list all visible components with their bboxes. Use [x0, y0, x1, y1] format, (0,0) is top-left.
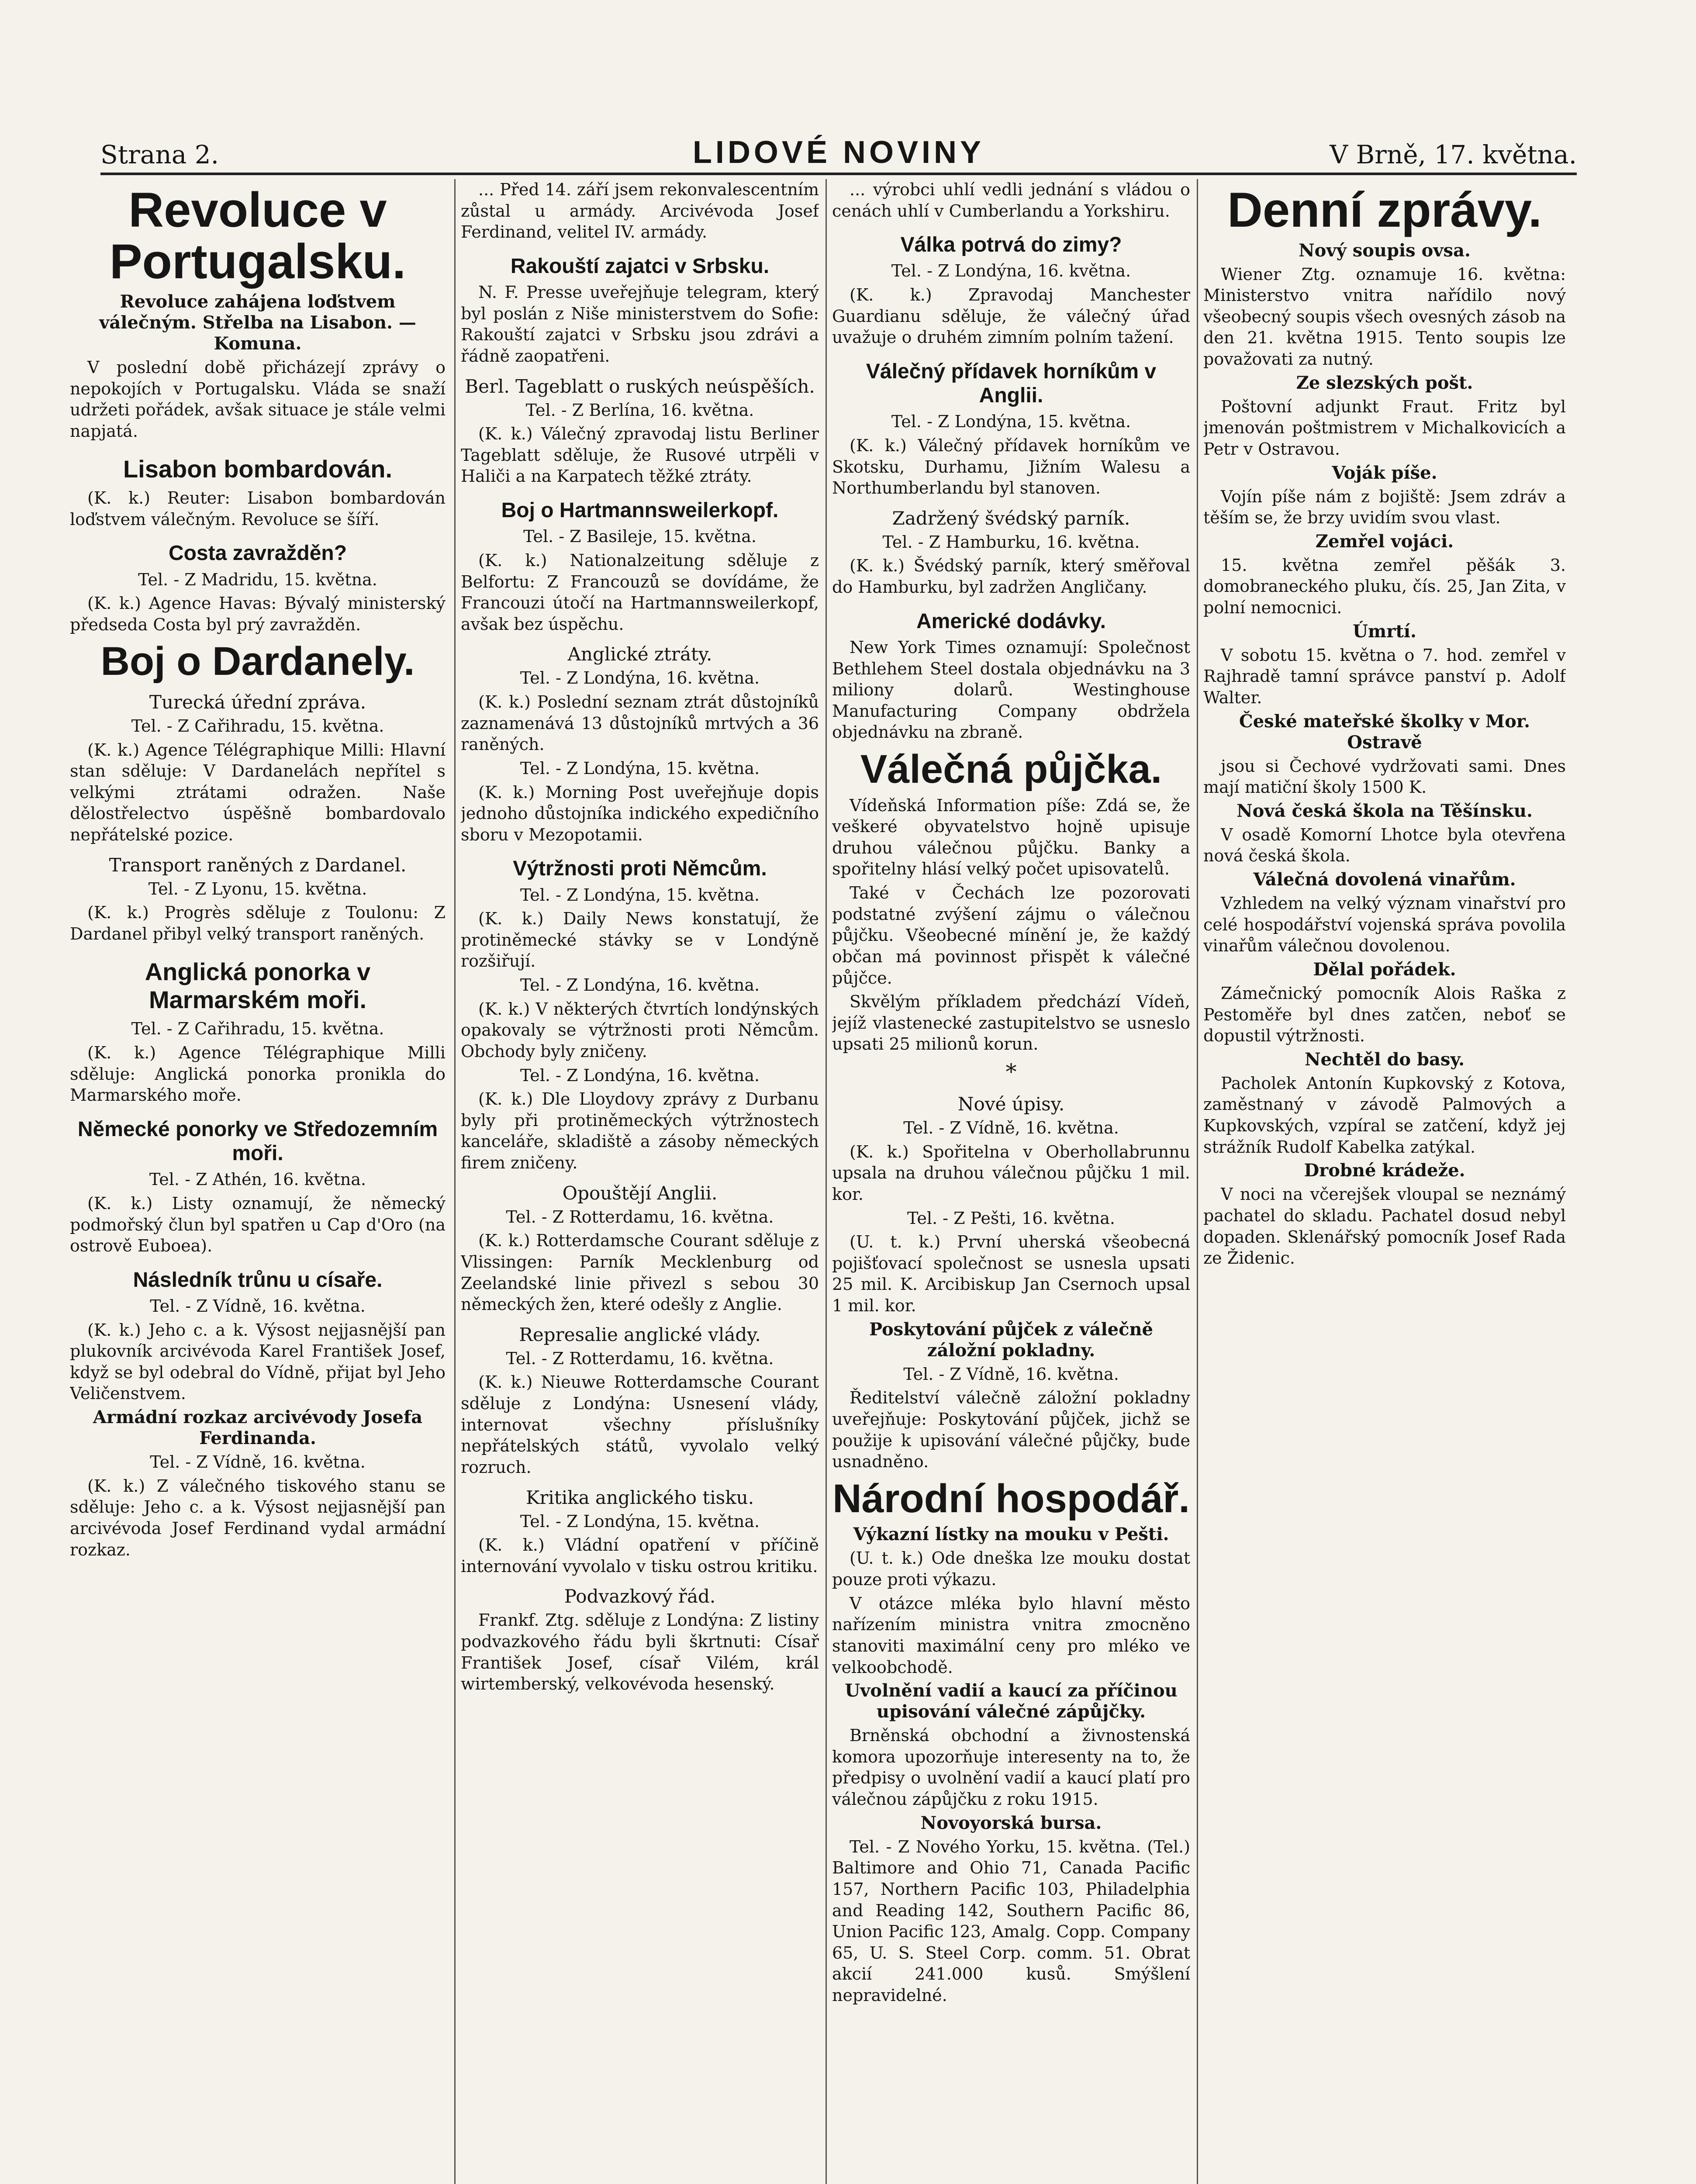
- article-text: 15. května zemřel pěšák 3. domobraneckého pluku, čís. 25, Jan Zita, v polní nemocnici.: [1203, 555, 1566, 618]
- article-text: (K. k.) Rotterdamsche Courant sděluje z Vlissingen: Parník Mecklenburg od Zeelandské linie přivezl s sebou 30 německých žen, které odešly z Anglie.: [461, 1231, 819, 1314]
- dateline: Tel. - Z Berlína, 16. května.: [525, 400, 754, 420]
- headline-revoluce: Revoluce v Portugalsku.: [109, 183, 406, 289]
- dateline: Tel. - Z Athén, 16. května.: [149, 1170, 366, 1189]
- article-text: (K. k.) Nationalzeitung sděluje z Belfortu: Z Francouzů se dovídáme, že Francouzi útočí na Hartmannsweilerkopf, avšak bez úspěchu.: [461, 550, 819, 634]
- dateline: Tel. - Z Londýna, 15. května.: [520, 758, 760, 778]
- headline-delal-poradek: Dělal pořádek.: [1313, 959, 1456, 980]
- headline-podvazkovy-rad: Podvazkový řád.: [564, 1586, 716, 1607]
- article-text: (K. k.) Agence Havas: Bývalý ministerský předseda Costa byl prý zavražděn.: [70, 594, 446, 634]
- headline-drobne-kradeze: Drobné krádeže.: [1304, 1160, 1465, 1181]
- headline-nemecke-ponorky: Německé ponorky ve Středozemním moři.: [77, 1117, 438, 1165]
- headline-vytrznosti: Výtržnosti proti Němcům.: [513, 857, 767, 881]
- article-text: (K. k.) Reuter: Lisabon bombardován loďstvem válečným. Revoluce se šíří.: [70, 488, 446, 529]
- article-text: Poštovní adjunkt Fraut. Fritz byl jmenován poštmistrem v Michalkovicích a Petr v Ostravou.: [1203, 397, 1566, 459]
- dateline: Tel. - Z Basileje, 15. května.: [523, 527, 756, 546]
- subheadline-revoluce: Revoluce zahájena loďstvem válečným. Střelba na Lisabon. — Komuna.: [99, 291, 416, 354]
- headline-valecna-pujcka: Válečná půjčka.: [860, 747, 1162, 791]
- place-date: V Brně, 17. května.: [1330, 140, 1577, 169]
- article-text: (K. k.) Zpravodaj Manchester Guardianu sděluje, že válečný úřad uvažuje o druhém zimním polním tažení.: [832, 285, 1190, 347]
- article-text: ... výrobci uhlí vedli jednání s vládou o cenách uhlí v Cumberlandu a Yorkshiru.: [832, 180, 1190, 221]
- headline-denni-zpravy: Denní zprávy.: [1227, 183, 1542, 237]
- headline-dardanely: Boj o Dardanely.: [100, 639, 415, 684]
- newspaper-name: LIDOVÉ NOVINY: [692, 135, 985, 170]
- headline-represalie: Represalie anglické vlády.: [519, 1324, 761, 1345]
- headline-kritika: Kritika anglického tisku.: [525, 1486, 754, 1508]
- article-text: V otázce mléka bylo hlavní město nařízením ministra vnitra zmocněno stanoviti maximální ceny pro mléko ve velkoobchodě.: [832, 1593, 1190, 1677]
- headline-novoyorska-bursa: Novoyorská bursa.: [920, 1812, 1102, 1833]
- article-text: (K. k.) Dle Lloydovy zprávy z Durbanu byly při protiněmeckých výtržnostech kanceláře, skladiště a zásoby německých firem zničeny.: [461, 1089, 819, 1173]
- dateline: Tel. - Z Vídně, 16. května.: [903, 1364, 1119, 1384]
- section-star: *: [1005, 1059, 1017, 1085]
- dateline: Tel. - Z Londýna, 16. května.: [520, 975, 760, 995]
- dateline: Tel. - Z Pešti, 16. května.: [907, 1208, 1115, 1228]
- headline-valka-do-zimy: Válka potrvá do zimy?: [900, 233, 1122, 257]
- article-text: (U. t. k.) První uherská všeobecná pojišťovací společnost se usnesla upsati 25 mil. K. Arcibiskup Jan Csernoch upsal 1 mil. kor.: [832, 1232, 1190, 1316]
- headline-rakousti-zajatci: Rakouští zajatci v Srbsku.: [510, 254, 770, 278]
- article-text: Brněnská obchodní a živnostenská komora upozorňuje interesenty na to, že předpisy o uvolnění vadií a kaucí platí pro válečnou zápůjčku z roku 1915.: [832, 1726, 1190, 1809]
- headline-lisabon: Lisabon bombardován.: [123, 455, 393, 483]
- article-text: Frankf. Ztg. sděluje z Londýna: Z listiny podvazkového řádu byli škrtnuti: Císař František Josef, císař Vilém, král wirtemberský, velkovévoda hesenský.: [461, 1610, 819, 1694]
- headline-zemrel-vojaci: Zemřel vojáci.: [1315, 531, 1454, 552]
- dateline: Tel. - Z Vídně, 16. května.: [150, 1452, 366, 1472]
- headline-materske-skolky: České mateřské školky v Mor. Ostravě: [1239, 711, 1530, 753]
- headline-naslednik: Následník trůnu u císaře.: [133, 1268, 383, 1292]
- headline-slezske-posty: Ze slezských pošt.: [1296, 372, 1473, 393]
- headline-costa: Costa zavražděn?: [168, 542, 347, 565]
- headline-svedsky-parnik: Zadržený švédský parník.: [892, 507, 1130, 529]
- headline-rozkaz: Armádní rozkaz arcivévody Josefa Ferdinanda.: [93, 1407, 423, 1449]
- headline-anglicke-ztraty: Anglické ztráty.: [567, 643, 712, 665]
- column-2: [461, 179, 819, 2184]
- dateline: Tel. - Z Lyonu, 15. května.: [148, 879, 367, 898]
- dateline: Tel. - Z Rotterdamu, 16. května.: [506, 1348, 774, 1368]
- article-text: Skvělým příkladem předchází Vídeň, jejíž vlastenecké zastupitelstvo se usneslo upsati 25 milionů korun.: [832, 992, 1190, 1054]
- article-text: V osadě Komorní Lhotce byla otevřena nová česká škola.: [1203, 825, 1566, 866]
- dateline: Tel. - Z Londýna, 16. května.: [520, 668, 760, 688]
- article-text: ... Před 14. září jsem rekonvalescentním zůstal u armády. Arcivévoda Josef Ferdinand, velitel IV. armády.: [461, 180, 819, 242]
- article-text: (K. k.) Agence Télégraphique Milli: Hlavní stan sděluje: V Dardanelách nepřítel s velkými ztrátami odražen. Naše dělostřelectvo úspěšně bombardovalo nepřátelské pozice.: [70, 740, 446, 845]
- article-text: (K. k.) Progrès sděluje z Toulonu: Z Dardanel přibyl velký transport raněných.: [70, 903, 446, 943]
- dateline: Tel. - Z Londýna, 16. května.: [520, 1065, 760, 1085]
- dateline: Tel. - Z Londýna, 16. května.: [891, 261, 1131, 281]
- article-text: V poslední době přicházejí zprávy o nepokojích v Portugalsku. Vláda se snaží udržeti pořádek, avšak situace je stále velmi napjatá.: [70, 358, 446, 441]
- article-text: (K. k.) Nieuwe Rotterdamsche Courant sděluje z Londýna: Usnesení vlády, internovat všechny příslušníky nepřátelských států, vyvolalo velký rozruch.: [461, 1372, 819, 1477]
- article-text: New York Times oznamují: Společnost Bethlehem Steel dostala objednávku na 3 miliony dolarů. Westinghouse Manufacturing Company obdržela objednávku na zbraně.: [832, 637, 1190, 742]
- headline-transport: Transport raněných z Dardanel.: [109, 854, 407, 876]
- column-divider: [826, 179, 827, 2184]
- dateline: Tel. - Z Rotterdamu, 16. května.: [506, 1207, 774, 1227]
- dateline: Tel. - Z Londýna, 15. května.: [520, 1511, 760, 1531]
- article-text: Vojín píše nám z bojiště: Jsem zdráv a těším se, že brzy uvidím svou vlast.: [1203, 487, 1566, 528]
- column-3: [832, 179, 1190, 2184]
- article-text: (K. k.) Poslední seznam ztrát důstojníků zaznamenává 13 důstojníků mrtvých a 36 raněných.: [461, 692, 819, 754]
- subheadline-vykazni-listky: Výkazní lístky na mouku v Pešti.: [853, 1524, 1169, 1545]
- headline-pujcky: Poskytování půjček z válečně záložní pokladny.: [869, 1319, 1153, 1361]
- article-text: Wiener Ztg. oznamuje 16. května: Ministerstvo vnitra nařídilo nový všeobecný soupis všech ovesných zásob na den 21. května 1915. Tento soupis lze považovati za nutný.: [1203, 264, 1566, 369]
- headline-soupis-ovsa: Nový soupis ovsa.: [1299, 240, 1471, 261]
- headline-nova-skola: Nová česká škola na Těšínsku.: [1237, 800, 1533, 821]
- article-text: (K. k.) V některých čtvrtích londýnských opakovaly se výtržnosti proti Němcům. Obchody byly zničeny.: [461, 999, 819, 1061]
- article-text: (K. k.) Jeho c. a k. Výsost nejjasnější pan plukovník arcivévoda Karel František Josef, když se byl odebral do Vídně, přijat byl Jeho Veličenstvem.: [70, 1320, 446, 1403]
- headline-opousteji-anglii: Opouštějí Anglii.: [562, 1182, 718, 1204]
- headline-umrti: Úmrtí.: [1353, 621, 1416, 642]
- column-4: [1203, 179, 1566, 2184]
- article-text: (K. k.) Válečný zpravodaj listu Berliner Tageblatt sděluje, že Rusové utrpěli v Haliči a na Karpatech těžké ztráty.: [461, 424, 819, 486]
- dateline: Tel. - Z Londýna, 15. května.: [520, 885, 760, 905]
- article-text: Zámečnický pomocník Alois Raška z Pestoměře byl dnes zatčen, neboť se dopustil výtržnosti.: [1203, 983, 1566, 1046]
- article-text: Vídeňská Information píše: Zdá se, že veškeré obyvatelstvo hojně upisuje druhou válečnou půjčku. Banky a spořitelny hlásí velký počet upisovatelů.: [832, 795, 1190, 879]
- article-text: V noci na včerejšek vloupal se neznámý pachatel do skladu. Pachatel dosud nebyl dopaden. Sklenářský pomocník Josef Rada ze Židenic.: [1203, 1185, 1566, 1268]
- dateline: Tel. - Z Vídně, 16. května.: [903, 1118, 1119, 1138]
- column-1: [70, 179, 446, 2184]
- headline-vinarum: Válečná dovolená vinařům.: [1253, 869, 1516, 890]
- article-text: (K. k.) Vládní opatření v příčině internování vyvolalo v tisku ostrou kritiku.: [461, 1535, 819, 1576]
- headline-americke-dodavky: Americké dodávky.: [916, 609, 1106, 633]
- article-text: (K. k.) Z válečného tiskového stanu se sděluje: Jeho c. a k. Výsost nejjasnější pan arcivévoda Josef Ferdinand vydal armádní rozkaz.: [70, 1476, 446, 1559]
- dateline: Tel. - Z Vídně, 16. května.: [150, 1296, 366, 1316]
- article-text: V sobotu 15. května o 7. hod. zemřel v Rajhradě tamní správce panství p. Adolf Walter.: [1203, 645, 1566, 707]
- page-number: Strana 2.: [100, 140, 219, 169]
- article-text: (K. k.) Listy oznamují, že německý podmořský člun byl spatřen u Cap d'Oro (na ostrově Euboea).: [70, 1193, 446, 1256]
- article-text: jsou si Čechové vydržovati sami. Dnes mají matiční školy 1500 K.: [1203, 756, 1566, 797]
- dateline: Tel. - Z Hamburku, 16. května.: [882, 532, 1140, 552]
- dateline: Tel. - Z Londýna, 15. května.: [891, 412, 1131, 432]
- headline-vojak-pise: Voják píše.: [1332, 462, 1437, 483]
- article-text: (K. k.) Spořitelna v Oberhollabrunnu upsala na druhou válečnou půjčku 1 mil. kor.: [832, 1142, 1190, 1204]
- article-text: (K. k.) Švédský parník, který směřoval do Hamburku, byl zadržen Angličany.: [832, 556, 1190, 597]
- column-divider: [454, 179, 456, 2184]
- article-text: Také v Čechách lze pozorovati podstatné zvýšení zájmu o válečnou půjčku. Všeobecné mínění je, že každý občan má povinnost přispět k válečné půjčce.: [832, 883, 1190, 988]
- article-text: (K. k.) Daily News konstatují, že protiněmecké stávky se v Londýně rozšiřují.: [461, 909, 819, 971]
- headline-narodni-hospodar: Národní hospodář.: [832, 1476, 1190, 1521]
- dateline: Tel. - Z Cařihradu, 15. května.: [131, 716, 384, 736]
- header-rule: [100, 173, 1577, 175]
- headline-hartmannsweilerkopf: Boj o Hartmannsweilerkopf.: [501, 499, 779, 522]
- headline-pridavek-hornikum: Válečný přídavek horníkům v Anglii.: [866, 359, 1157, 408]
- article-text: (K. k.) Agence Télégraphique Milli sděluje: Anglická ponorka pronikla do Marmarského moře.: [70, 1043, 446, 1105]
- headline-uvolneni-vadii: Uvolnění vadií a kaucí za příčinou upisování válečné zápůjčky.: [845, 1680, 1178, 1722]
- article-text: Vzhledem na velký význam vinařství pro celé hospodářství vojenská správa povolila vinařům válečnou dovolenou.: [1203, 894, 1566, 956]
- column-divider: [1197, 179, 1198, 2184]
- article-text: Ředitelství válečně záložní pokladny uveřejňuje: Poskytování půjček, jichž se použije k upisování válečné půjčky, bude usnadněno.: [832, 1388, 1190, 1472]
- article-text: (K. k.) Morning Post uveřejňuje dopis jednoho důstojníka indického expedičního sboru v Mezopotamii.: [461, 782, 819, 844]
- page-header: [100, 131, 1577, 170]
- headline-nove-upisy: Nové úpisy.: [957, 1093, 1065, 1115]
- dateline: Tel. - Z Cařihradu, 15. května.: [131, 1019, 384, 1039]
- headline-tageblatt: Berl. Tageblatt o ruských neúspěších.: [465, 375, 815, 397]
- article-text: Pacholek Antonín Kupkovský z Kotova, zaměstnaný v závodě Palmových a Kupkovských, vzpíral se zatčení, když jej strážník Rudolf Kabelka zatýkal.: [1203, 1073, 1566, 1157]
- headline-ponorka: Anglická ponorka v Marmarském moři.: [145, 957, 371, 1013]
- article-text: (U. t. k.) Ode dneška lze mouku dostat pouze proti výkazu.: [832, 1548, 1190, 1590]
- article-text: Tel. - Z Nového Yorku, 15. května. (Tel.) Baltimore and Ohio 71, Canada Pacific 157, Northern Pacific 103, Philadelphia and Reading 142, Southern Pacific 86, Union Pacific 123, Amalg. Copp. Company 65, U. S. Steel Corp. comm. 51. Obrat akcií 241.000 kusů. Smýšlení nepravidelné.: [832, 1837, 1190, 2005]
- subheadline-dardanely: Turecká úřední zpráva.: [149, 691, 366, 713]
- article-text: (K. k.) Válečný přídavek horníkům ve Skotsku, Durhamu, Jižním Walesu a Northumberlandu byl stanoven.: [832, 435, 1190, 498]
- headline-nechtel-do-basy: Nechtěl do basy.: [1304, 1049, 1465, 1070]
- dateline: Tel. - Z Madridu, 15. května.: [138, 570, 377, 589]
- article-text: N. F. Presse uveřejňuje telegram, který byl poslán z Niše ministerstvem do Sofie: Rakouští zajatci v Srbsku jsou zdrávi a řádně zaopatřeni.: [461, 283, 819, 366]
